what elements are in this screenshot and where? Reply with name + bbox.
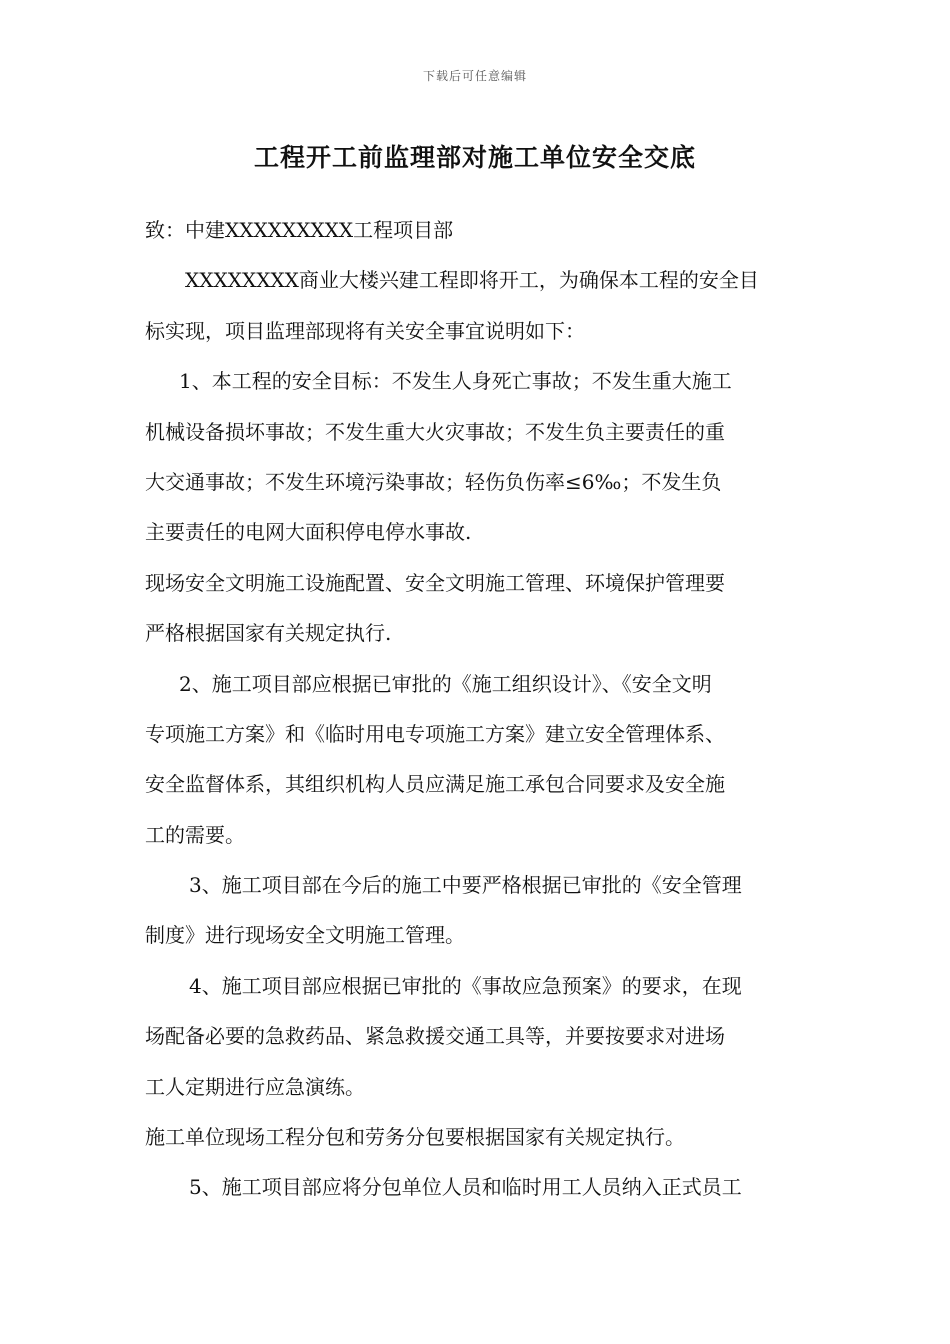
body-line: 安全监督体系，其组织机构人员应满足施工承包合同要求及安全施 (145, 772, 725, 797)
document-title: 工程开工前监理部对施工单位安全交底 (253, 143, 696, 172)
document-body (145, 205, 810, 1213)
body-line: 严格根据国家有关规定执行. (145, 621, 392, 646)
recipient-line: 致：中建XXXXXXXXX工程项目部 (145, 218, 454, 242)
body-line: 3、施工项目部在今后的施工中要严格根据已审批的《安全管理 (189, 873, 742, 898)
body-line: 工的需要。 (145, 822, 245, 847)
body-line: 标实现，项目监理部现将有关安全事宜说明如下： (145, 318, 585, 343)
body-line: 现场安全文明施工设施配置、安全文明施工管理、环境保护管理要 (145, 570, 725, 595)
body-line: 机械设备损坏事故；不发生重大火灾事故；不发生负主要责任的重 (145, 419, 725, 444)
header-note: 下载后可任意编辑 (422, 69, 527, 83)
body-line: 专项施工方案》和《临时用电专项施工方案》建立安全管理体系、 (145, 721, 725, 746)
body-line: 4、施工项目部应根据已审批的《事故应急预案》的要求，在现 (189, 973, 742, 998)
body-line: 制度》进行现场安全文明施工管理。 (145, 923, 465, 948)
body-line: 1、本工程的安全目标：不发生人身死亡事故；不发生重大施工 (179, 369, 732, 394)
body-line: 工人定期进行应急演练。 (145, 1074, 365, 1099)
body-line: 施工单位现场工程分包和劳务分包要根据国家有关规定执行。 (145, 1125, 685, 1150)
body-line: XXXXXXXX商业大楼兴建工程即将开工，为确保本工程的安全目 (185, 268, 759, 293)
body-line: 2、施工项目部应根据已审批的《施工组织设计》、《安全文明 (179, 671, 712, 696)
body-line: 大交通事故；不发生环境污染事故；轻伤负伤率≤6‰；不发生负 (145, 469, 722, 494)
body-line: 5、施工项目部应将分包单位人员和临时用工人员纳入正式员工 (189, 1175, 742, 1200)
body-line: 场配备必要的急救药品、紧急救援交通工具等，并要按要求对进场 (145, 1024, 725, 1049)
body-line: 主要责任的电网大面积停电停水事故. (145, 520, 472, 545)
